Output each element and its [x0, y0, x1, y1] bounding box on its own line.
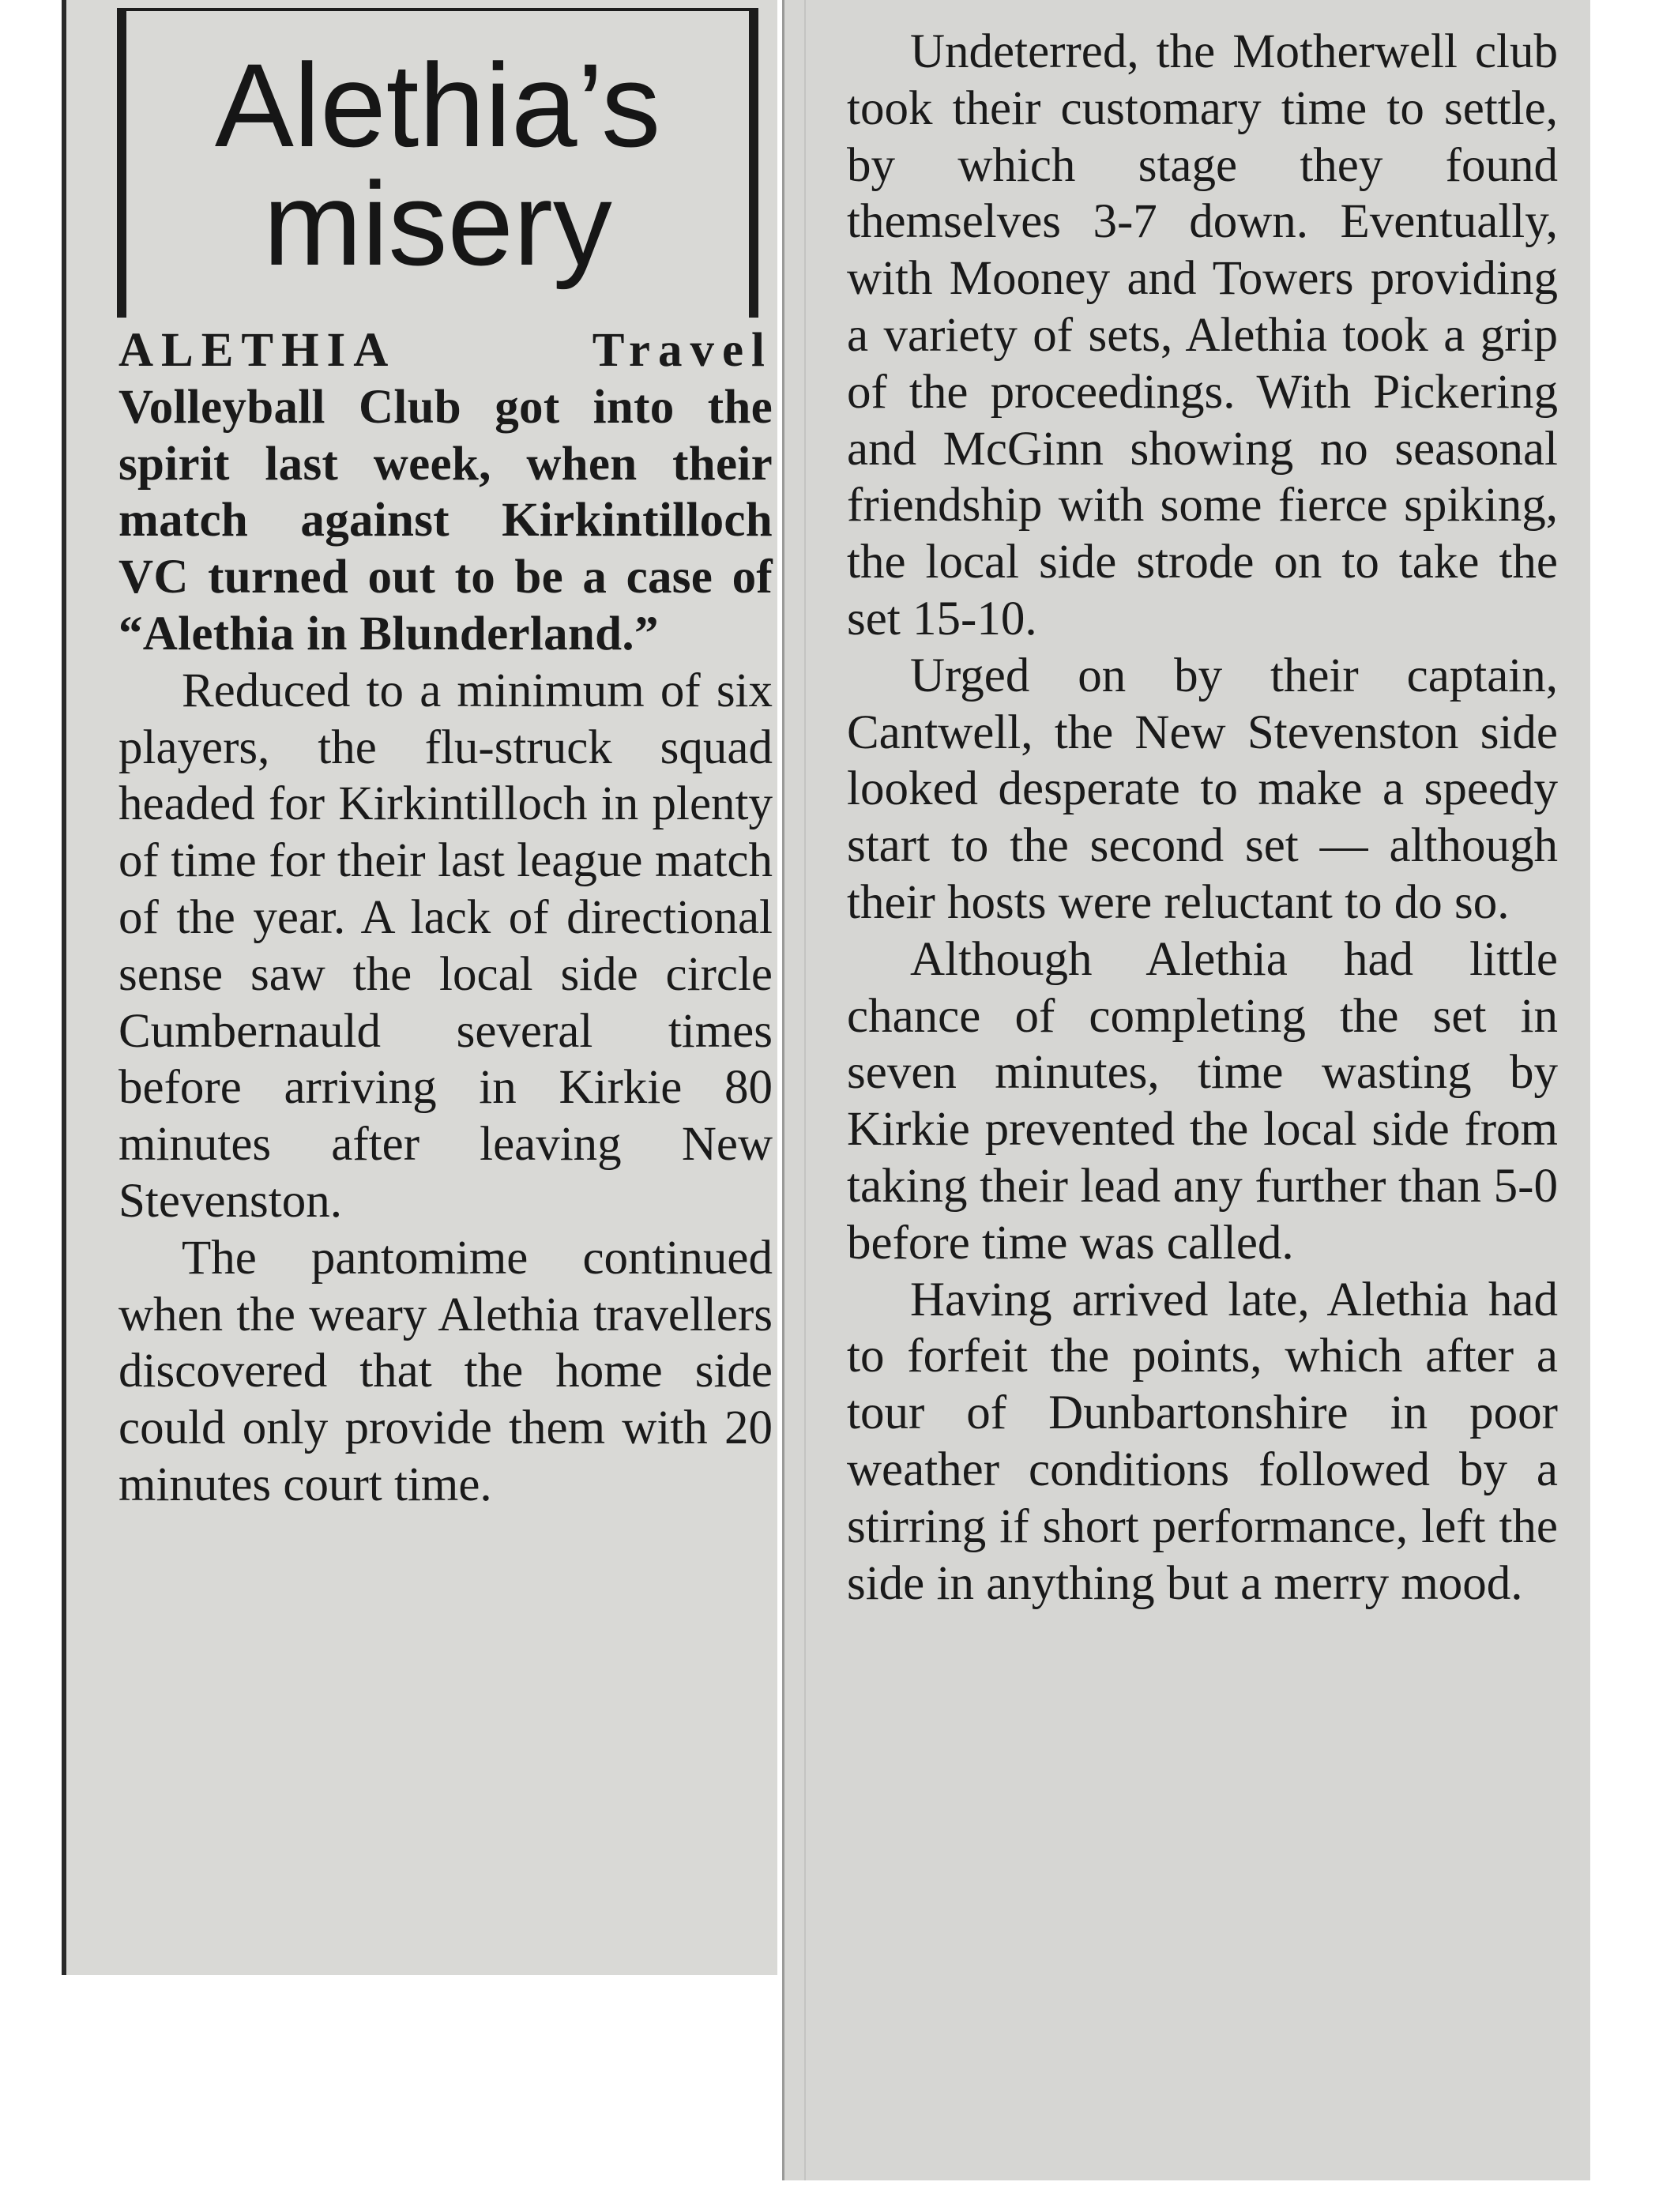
lead-paragraph — [118, 322, 773, 663]
right-paragraph-1: Undeterred, the Motherwell club took their customary time to settle, by which stage they found themselves 3-7 down. Eventually, with Mooney and Towers providing a variety of sets, Alethia took a grip of the proceedings. With Pickering and McGinn showing no seasonal friendship with some fierce spiking, the local side strode on to take the set 15-10. — [847, 25, 1558, 645]
article-left-column — [118, 322, 773, 1514]
headline-line-2: misery — [263, 157, 612, 290]
left-paragraph-1: Reduced to a minimum of six players, the flu-struck squad headed for Kirkintilloch in plenty of time for their last league match of the year. A lack of directional sense saw the local side circle Cumbernauld several times before arriving in Kirkie 80 minutes after leaving New Stevenston. — [118, 664, 773, 1228]
right-paragraph-4: Having arrived late, Alethia had to forfeit the points, which after a tour of Dunbartonshire in poor weather conditions followed by a stirring if short performance, left the side in anything but a merry mood. — [847, 1273, 1558, 1610]
lead-first-words: ALETHIA Travel — [118, 324, 773, 377]
right-paragraph-2: Urged on by their captain, Cantwell, the New Stevenston side looked desperate to make a speedy start to the second set — although their hosts were reluctant to do so. — [847, 649, 1558, 929]
article-right-column — [847, 24, 1558, 1612]
right-paragraph-3: Although Alethia had little chance of completing the set in seven minutes, time wasting by Kirkie prevented the local side from taking their lead any further than 5-0 before time was called. — [847, 932, 1558, 1270]
lead-rest: Volleyball Club got into the spirit last week, when their match against Kirkintilloch VC turned out to be a case of “Alethia in Blunderland.” — [118, 380, 773, 660]
left-paragraph-2: The pantomime continued when the weary Alethia travellers discovered that the home side could only provide them with 20 minutes court time. — [118, 1231, 773, 1511]
column-rule — [804, 0, 806, 2180]
headline-line-1: Alethia’s — [214, 39, 661, 171]
headline-box — [117, 8, 758, 318]
